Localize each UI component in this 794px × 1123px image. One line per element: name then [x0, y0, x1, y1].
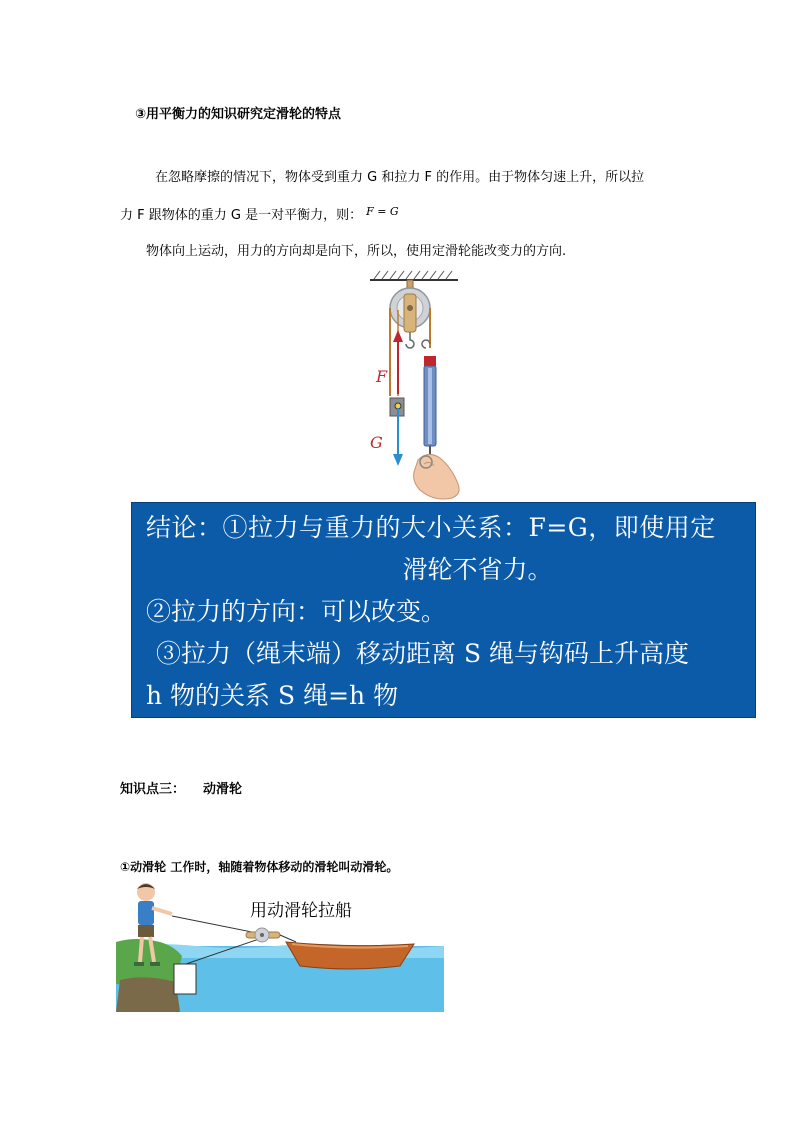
- section-heading: ③用平衡力的知识研究定滑轮的特点: [135, 107, 342, 122]
- label-f: F: [376, 367, 388, 386]
- fixed-pulley-figure: [360, 268, 470, 500]
- paragraph-2: [120, 204, 399, 223]
- conclusion-line-1: 结论：①拉力与重力的大小关系：F=G，即使用定: [146, 513, 716, 542]
- force-arrow-up-icon: [393, 330, 403, 394]
- gravity-arrow-down-icon: [393, 408, 403, 466]
- conclusion-line-2: 滑轮不省力。: [402, 555, 553, 584]
- conclusion-line-4: ③拉力（绳末端）移动距离 S 绳与钩码上升高度: [156, 639, 690, 668]
- equation: F = G: [366, 205, 399, 218]
- movable-pulley-figure: [116, 880, 444, 1012]
- anchor-post-icon: [174, 964, 196, 994]
- paragraph-3: 物体向上运动，用力的方向却是向下，所以，使用定滑轮能改变力的方向.: [146, 244, 567, 259]
- movable-pulley-definition: ①动滑轮 工作时，轴随着物体移动的滑轮叫动滑轮。: [120, 860, 399, 874]
- conclusion-line-3: ②拉力的方向：可以改变。: [146, 597, 447, 626]
- movable-pulley-icon: [246, 928, 296, 942]
- conclusion-line-5: h 物的关系 S 绳=h 物: [146, 681, 399, 710]
- hand-icon: [414, 454, 460, 499]
- knowledge-point-title: 动滑轮: [203, 782, 243, 797]
- knowledge-point-label: 知识点三：: [120, 782, 186, 797]
- label-g: G: [370, 433, 383, 452]
- paragraph-1: 在忽略摩擦的情况下，物体受到重力 G 和拉力 F 的作用。由于物体匀速上升，所以拉: [155, 170, 645, 185]
- ceiling-icon: [370, 271, 458, 280]
- paragraph-2-text: 力 F 跟物体的重力 G 是一对平衡力，则：: [120, 208, 363, 223]
- conclusion-box: [131, 502, 756, 718]
- grass-bank-icon: [116, 939, 182, 1012]
- knowledge-point-heading: [120, 778, 242, 797]
- spring-scale-icon: [422, 340, 436, 454]
- figure2-caption: 用动滑轮拉船: [250, 901, 352, 921]
- boat-icon: [286, 942, 414, 969]
